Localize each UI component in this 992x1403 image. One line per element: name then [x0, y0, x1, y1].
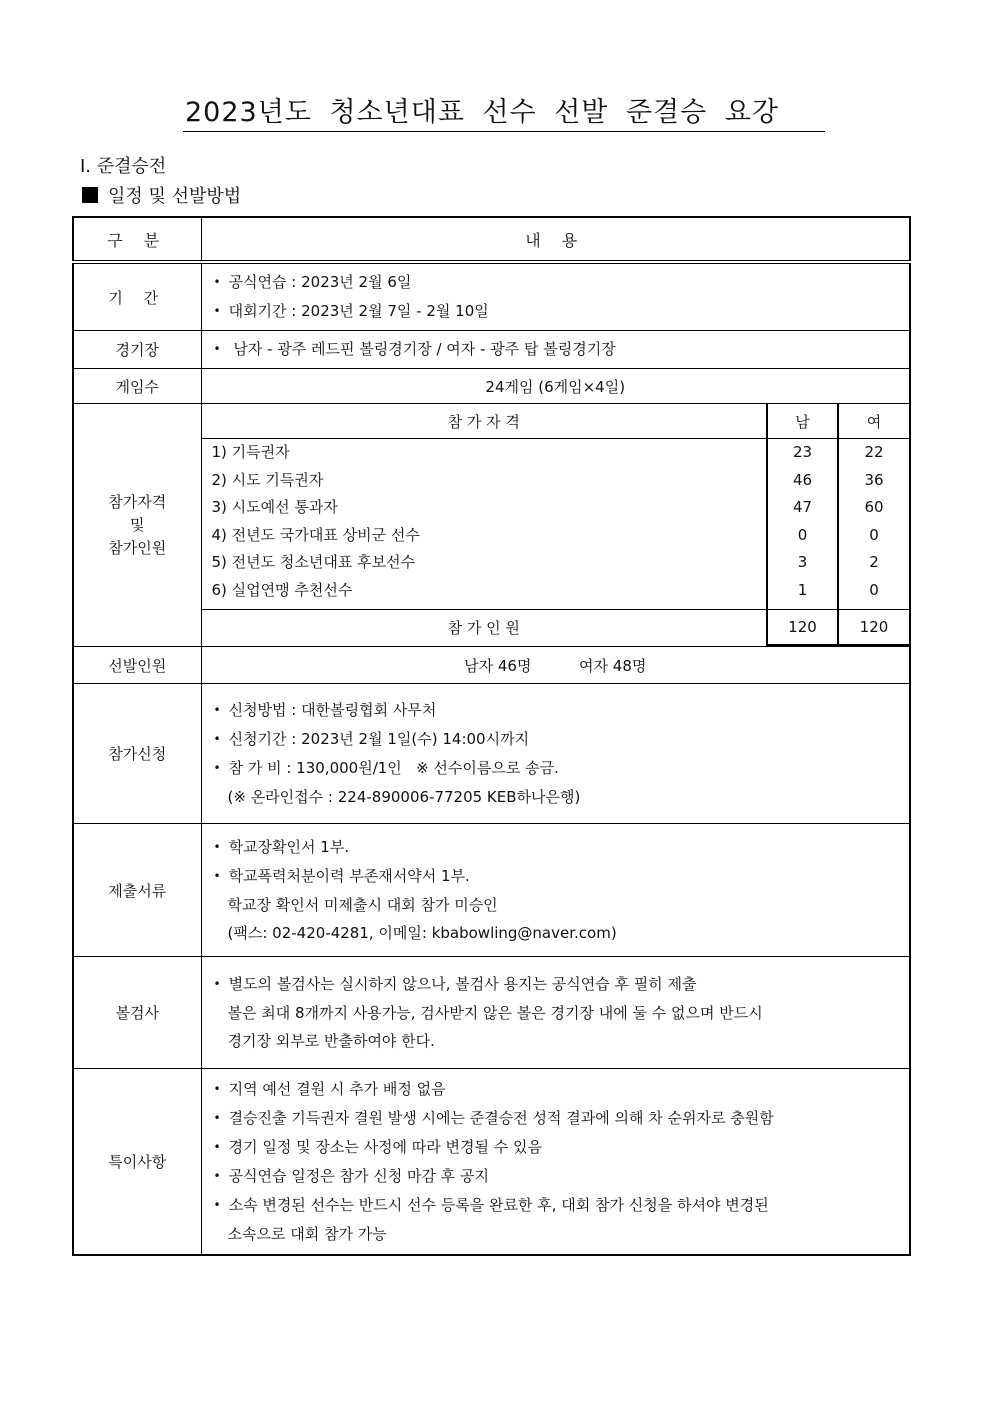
male-count: 3 — [797, 553, 808, 571]
criteria-item: 4) 전년도 국가대표 상비군 선수 — [211, 525, 420, 544]
row-notes — [73, 1069, 910, 1255]
subsection-heading-text: 일정 및 선발방법 — [108, 186, 242, 207]
list-item: • 학교장확인서 1부. — [214, 833, 898, 862]
label-line: 참가자격 — [108, 492, 167, 511]
selection-male: 남자 46명 — [464, 656, 532, 675]
selection-content — [201, 647, 910, 684]
list-item: • 신청방법 : 대한볼링협회 사무처 — [214, 696, 898, 725]
list-item: 소속으로 대회 참가 가능 — [227, 1224, 387, 1243]
schedule-table — [72, 216, 911, 1256]
list-item: • 신청기간 : 2023년 2월 1일(수) 14:00시까지 — [214, 725, 898, 754]
eligibility-table — [202, 404, 910, 646]
male-header: 남 — [767, 404, 838, 439]
row-label: 선발인원 — [73, 647, 201, 684]
criteria-item: 1) 기득권자 — [211, 443, 290, 461]
row-selection — [73, 647, 910, 684]
male-count: 23 — [792, 443, 813, 461]
row-ball-check — [73, 957, 910, 1069]
list-item: 볼은 최대 8개까지 사용가능, 검사받지 않은 볼은 경기장 내에 둘 수 없으며 반드시 — [227, 1004, 763, 1022]
row-label: 경기장 — [73, 331, 201, 369]
criteria-item: 6) 실업연맹 추천선수 — [211, 580, 353, 599]
row-period — [73, 262, 910, 331]
list-item: • 공식연습 : 2023년 2월 6일 — [214, 268, 898, 297]
games-content: 24게임 (6게임×4일) — [201, 369, 910, 404]
list-item: • 참 가 비 : 130,000원/1인 ※ 선수이름으로 송금. — [214, 754, 898, 783]
male-count: 0 — [797, 525, 808, 544]
list-item: • 별도의 볼검사는 실시하지 않으나, 볼검사 용지는 공식연습 후 필히 제출 — [214, 970, 898, 999]
section-heading: Ⅰ. 준결승전 — [80, 156, 167, 177]
female-count: 36 — [864, 470, 884, 489]
total-label: 참 가 인 원 — [202, 610, 768, 646]
list-item: • 소속 변경된 선수는 반드시 선수 등록을 완료한 후, 대회 참가 신청을 하셔야 변경된 — [214, 1191, 898, 1220]
eligibility-content — [201, 404, 910, 647]
male-total: 120 — [767, 610, 838, 646]
ball-check-content — [201, 957, 910, 1069]
list-item: • 경기 일정 및 장소는 사정에 따라 변경될 수 있음 — [214, 1133, 898, 1162]
male-count: 1 — [797, 580, 808, 599]
list-item: • 대회기간 : 2023년 2월 7일 - 2월 10일 — [214, 297, 898, 326]
criteria-item: 3) 시도예선 통과자 — [211, 498, 338, 516]
male-count: 47 — [792, 498, 813, 516]
venue-content — [201, 331, 910, 369]
list-item: • 남자 - 광주 레드핀 볼링경기장 / 여자 - 광주 탑 볼링경기장 — [214, 340, 616, 358]
list-item: (※ 온라인접수 : 224-890006-77205 KEB하나은행) — [227, 788, 581, 806]
list-item: (팩스: 02-420-4281, 이메일: kbabowling@naver.com) — [227, 924, 617, 942]
female-count: 0 — [869, 525, 879, 544]
row-label: 참가신청 — [73, 684, 201, 824]
list-item: • 학교폭력처분이력 부존재서약서 1부. — [214, 862, 898, 891]
row-venue — [73, 331, 910, 369]
list-item: 경기장 외부로 반출하여야 한다. — [227, 1032, 435, 1050]
female-count: 0 — [869, 580, 879, 599]
application-content — [201, 684, 910, 824]
list-item: • 결승진출 기득권자 결원 발생 시에는 준결승전 성적 결과에 의해 차 순위자로 충원함 — [214, 1104, 898, 1133]
label-line: 및 — [130, 515, 145, 534]
criteria-header: 참 가 자 격 — [202, 404, 768, 439]
row-eligibility — [73, 404, 910, 647]
eligibility-total-row — [202, 610, 910, 646]
row-label — [73, 404, 201, 647]
list-item: • 공식연습 일정은 참가 신청 마감 후 공지 — [214, 1162, 898, 1191]
documents-content — [201, 824, 910, 957]
row-games — [73, 369, 910, 404]
female-total: 120 — [838, 610, 909, 646]
header-category: 구 분 — [73, 217, 201, 262]
document-title: 2023년도 청소년대표 선수 선발 준결승 요강 — [183, 90, 825, 132]
square-bullet-icon — [82, 187, 98, 203]
female-count: 2 — [869, 553, 879, 571]
female-count: 22 — [864, 443, 884, 461]
table-header-row — [73, 217, 910, 262]
row-application — [73, 684, 910, 824]
row-label: 기 간 — [73, 262, 201, 331]
male-count: 46 — [792, 470, 813, 489]
eligibility-rows — [202, 439, 910, 610]
list-item: 학교장 확인서 미제출시 대회 참가 미승인 — [227, 896, 498, 914]
row-documents — [73, 824, 910, 957]
criteria-list — [202, 439, 768, 610]
period-content — [201, 262, 910, 331]
criteria-item: 2) 시도 기득권자 — [211, 470, 324, 489]
female-count: 60 — [864, 498, 884, 516]
selection-female: 여자 48명 — [579, 656, 647, 675]
criteria-item: 5) 전년도 청소년대표 후보선수 — [211, 553, 416, 571]
male-count-list — [767, 439, 838, 610]
row-label: 특이사항 — [73, 1069, 201, 1255]
list-item: • 지역 예선 결원 시 추가 배정 없음 — [214, 1075, 898, 1104]
label-line: 참가인원 — [108, 538, 167, 557]
eligibility-header-row — [202, 404, 910, 439]
notes-content — [201, 1069, 910, 1255]
row-label: 볼검사 — [73, 957, 201, 1069]
header-content: 내 용 — [201, 217, 910, 262]
female-header: 여 — [838, 404, 909, 439]
female-count-list — [838, 439, 909, 610]
subsection-heading — [80, 182, 241, 208]
row-label: 제출서류 — [73, 824, 201, 957]
row-label: 게임수 — [73, 369, 201, 404]
